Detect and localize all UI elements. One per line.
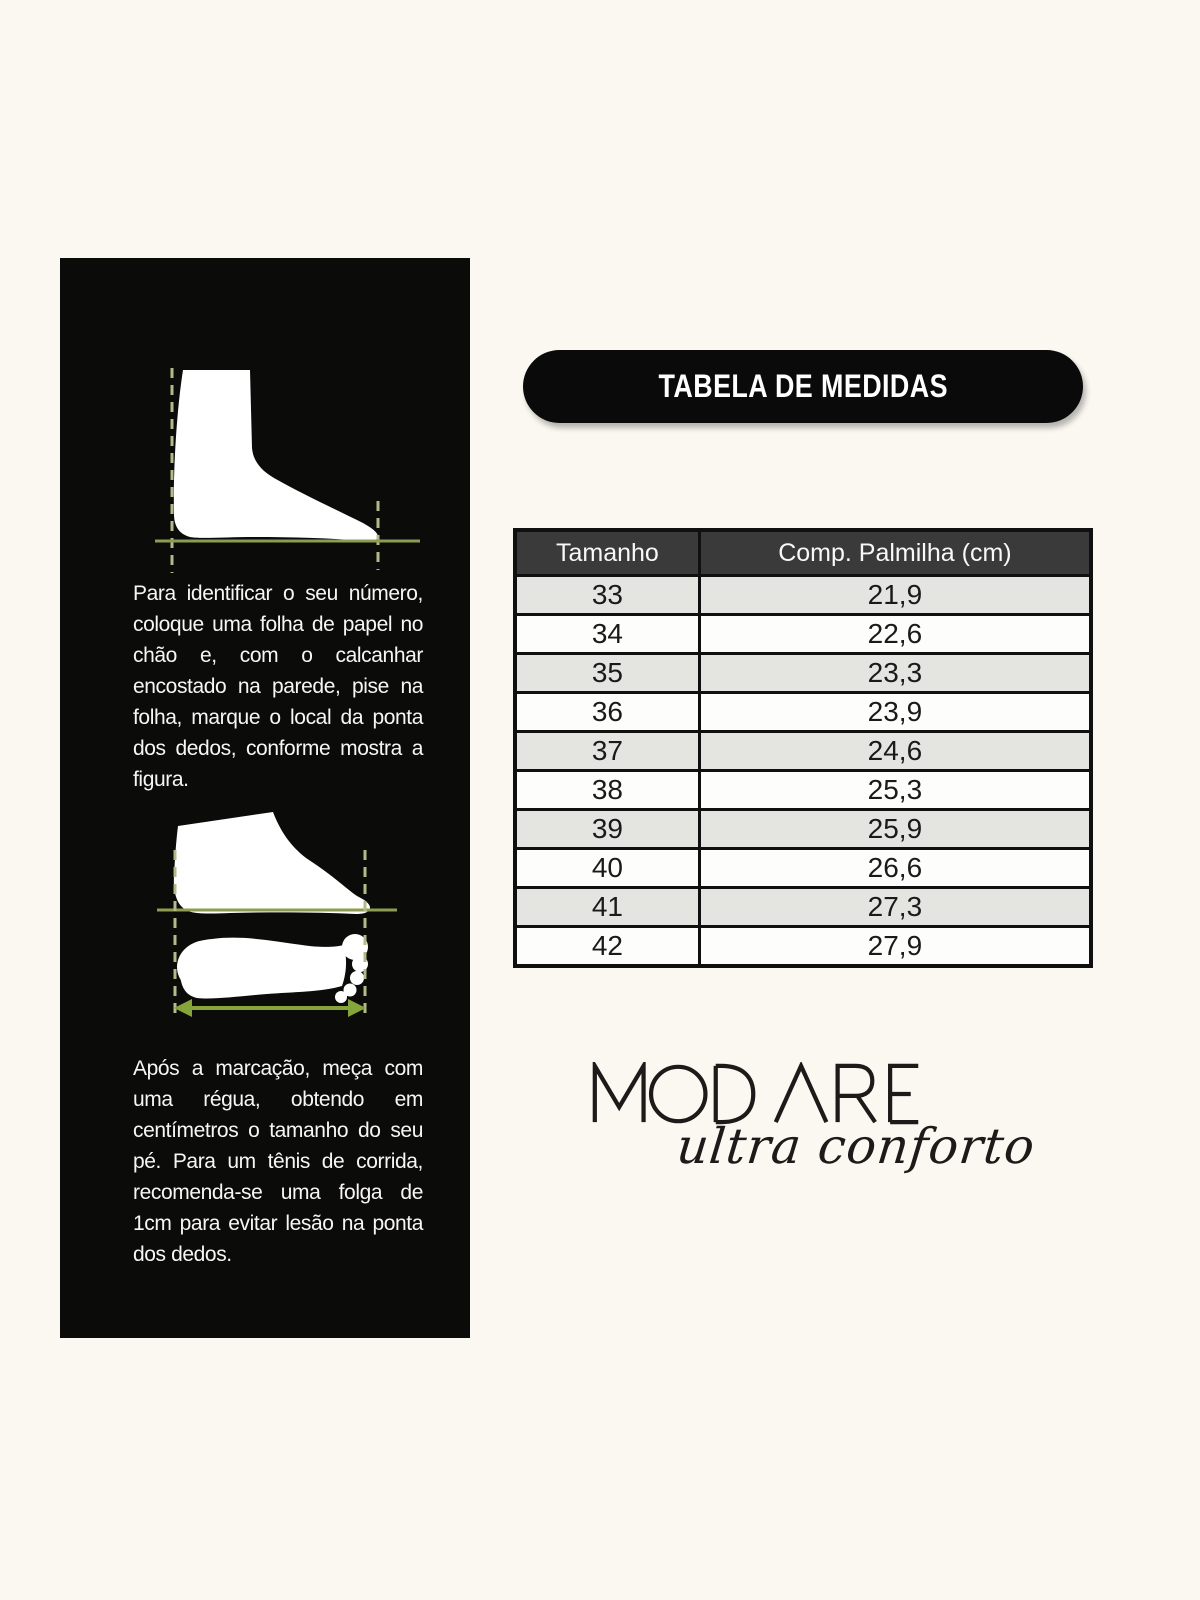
instructions-panel (60, 258, 470, 1338)
insole-length-value: 23,9 (699, 693, 1091, 732)
size-chart-body (515, 576, 1091, 967)
insole-length-value: 26,6 (699, 849, 1091, 888)
size-chart-table (513, 528, 1093, 968)
modare-wordmark (592, 1062, 922, 1126)
size-value: 35 (515, 654, 699, 693)
footprint-silhouette (177, 934, 368, 1003)
size-value: 37 (515, 732, 699, 771)
insole-length-value: 27,9 (699, 927, 1091, 967)
size-chart-row (515, 888, 1091, 927)
insole-length-value: 27,3 (699, 888, 1091, 927)
length-measure-arrow (174, 999, 366, 1017)
size-value: 39 (515, 810, 699, 849)
size-chart-row (515, 849, 1091, 888)
column-header-size: Tamanho (515, 530, 699, 576)
column-header-insole-length: Comp. Palmilha (cm) (699, 530, 1091, 576)
size-value: 34 (515, 615, 699, 654)
letter-d (716, 1066, 754, 1122)
letter-o (651, 1067, 705, 1121)
insole-length-value: 22,6 (699, 615, 1091, 654)
size-value: 41 (515, 888, 699, 927)
size-chart-title-badge (523, 350, 1083, 423)
letter-m (595, 1066, 644, 1122)
letter-a (776, 1066, 827, 1122)
instruction-step-1: Para identificar o seu número, coloque uma folha de papel no chão e, com o calcanhar encostado na parede, pise na folha, marque o local da ponta dos dedos, conforme mostra a figura. (133, 582, 423, 791)
insole-length-value: 21,9 (699, 576, 1091, 615)
insole-length-value: 25,9 (699, 810, 1091, 849)
size-value: 36 (515, 693, 699, 732)
letter-e (890, 1066, 918, 1122)
size-chart-row (515, 615, 1091, 654)
insole-length-value: 23,3 (699, 654, 1091, 693)
foot-side-silhouette-small (174, 812, 370, 914)
size-chart-row (515, 927, 1091, 967)
insole-length-value: 24,6 (699, 732, 1091, 771)
size-chart-title: TABELA DE MEDIDAS (658, 368, 948, 404)
instruction-step-2: Após a marcação, meça com uma régua, obtendo em centímetros o tamanho do seu pé. Para um tênis de corrida, recomenda-se uma folga de 1cm para evitar lesão na ponta dos dedos. (133, 1057, 423, 1266)
insole-length-value: 25,3 (699, 771, 1091, 810)
size-chart-header-row (515, 530, 1091, 576)
size-value: 38 (515, 771, 699, 810)
size-chart-row (515, 771, 1091, 810)
foot-length-measure-diagram (60, 798, 470, 1038)
foot-side-silhouette (174, 370, 378, 541)
size-value: 42 (515, 927, 699, 967)
letter-r (838, 1066, 876, 1122)
foot-heel-wall-diagram (60, 338, 470, 578)
brand-logo (592, 1062, 1038, 1175)
size-chart-row (515, 810, 1091, 849)
size-value: 40 (515, 849, 699, 888)
size-chart-row (515, 732, 1091, 771)
size-chart-row (515, 654, 1091, 693)
size-value: 33 (515, 576, 699, 615)
brand-tagline: ultra conforto (674, 1118, 1038, 1175)
size-chart-row (515, 693, 1091, 732)
size-chart-row (515, 576, 1091, 615)
